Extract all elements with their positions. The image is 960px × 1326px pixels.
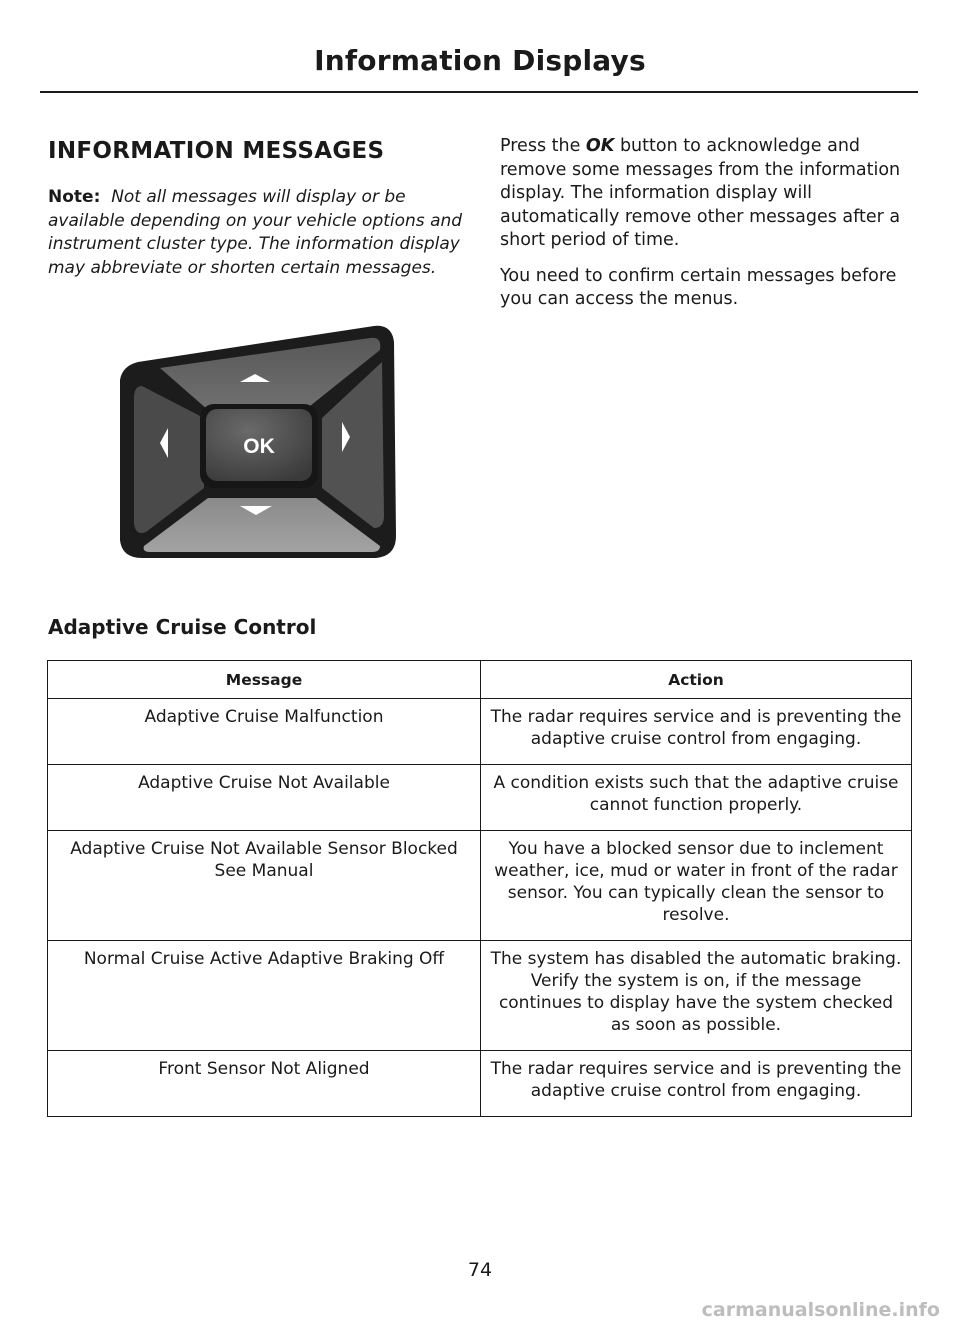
table-row <box>48 941 912 1051</box>
column-header-action: Action <box>481 661 912 699</box>
message-cell: Normal Cruise Active Adaptive Braking Off <box>48 941 481 1051</box>
watermark: carmanualsonline.info <box>701 1299 940 1321</box>
page-number: 74 <box>467 1259 493 1281</box>
ok-button-label: OK <box>243 435 275 458</box>
instruction-suffix: button to acknowledge and remove some messages from the information display. The information display will automatically remove other messages after a short period of time. <box>500 136 901 250</box>
table-row <box>48 1051 912 1117</box>
section-heading: INFORMATION MESSAGES <box>48 138 385 164</box>
table-row <box>48 831 912 941</box>
message-cell: Adaptive Cruise Not Available Sensor Blocked See Manual <box>48 831 481 941</box>
note-paragraph <box>48 186 468 280</box>
action-cell: The radar requires service and is preventing the adaptive cruise control from engaging. <box>481 699 912 765</box>
message-cell: Front Sensor Not Aligned <box>48 1051 481 1117</box>
instruction-paragraph <box>500 135 920 253</box>
note-label: Note: <box>48 187 101 207</box>
ok-button-reference: OK <box>585 136 615 156</box>
steering-keypad-illustration <box>112 322 402 564</box>
table-row <box>48 765 912 831</box>
subsection-heading: Adaptive Cruise Control <box>48 615 317 639</box>
action-cell: The system has disabled the automatic braking. Verify the system is on, if the message continues to display have the system checked as soon as possible. <box>481 941 912 1051</box>
instruction-prefix: Press the <box>500 136 581 156</box>
action-cell: You have a blocked sensor due to inclement weather, ice, mud or water in front of the radar sensor. You can typically clean the sensor to resolve. <box>481 831 912 941</box>
action-cell: A condition exists such that the adaptive cruise cannot function properly. <box>481 765 912 831</box>
note-text: Not all messages will display or be available depending on your vehicle options and instrument cluster type. The information display may abbreviate or shorten certain messages. <box>48 187 463 278</box>
table-row <box>48 699 912 765</box>
messages-table <box>47 660 912 1117</box>
column-header-message: Message <box>48 661 481 699</box>
page-header-title: Information Displays <box>314 44 646 77</box>
header-rule <box>40 91 918 93</box>
confirm-paragraph: You need to confirm certain messages before you can access the menus. <box>500 265 897 309</box>
right-column <box>500 135 920 324</box>
message-cell: Adaptive Cruise Malfunction <box>48 699 481 765</box>
message-cell: Adaptive Cruise Not Available <box>48 765 481 831</box>
action-cell: The radar requires service and is preventing the adaptive cruise control from engaging. <box>481 1051 912 1117</box>
table-header-row <box>48 661 912 699</box>
